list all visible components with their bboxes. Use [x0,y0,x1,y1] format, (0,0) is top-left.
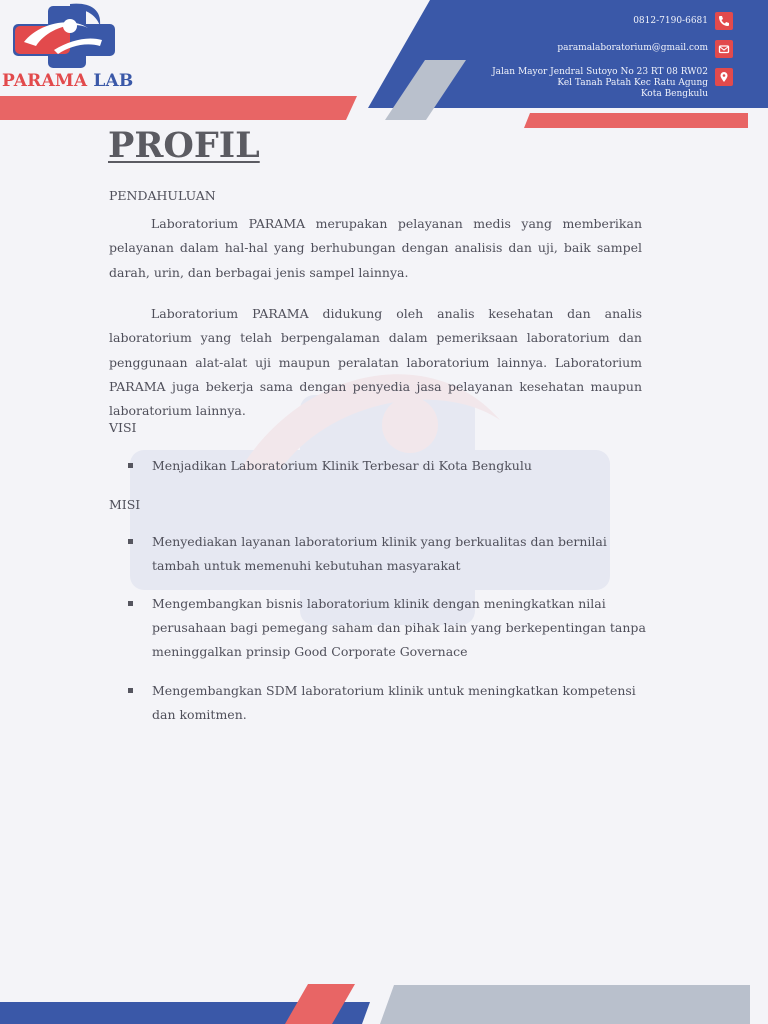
contact-address-line2: Kel Tanah Patah Kec Ratu Agung [557,78,708,88]
contact-email: paramalaboratorium@gmail.com [557,43,708,53]
bullet-icon [128,601,133,606]
misi-item-text: Mengembangkan SDM laboratorium klinik untuk meningkatkan kompetensi dan komitmen. [152,683,636,722]
misi-heading: MISI [109,497,141,512]
misi-item-text: Menyediakan layanan laboratorium klinik yang berkualitas dan bernilai tambah untuk memenuhi kebutuhan masyarakat [152,534,607,573]
visi-heading: VISI [109,420,137,435]
email-icon [715,40,733,58]
visi-item-text: Menjadikan Laboratorium Klinik Terbesar di Kota Bengkulu [152,458,532,473]
intro-heading: PENDAHULUAN [109,188,216,203]
logo-text-parama: PARAMA [2,71,88,91]
bullet-icon [128,688,133,693]
intro-paragraph-1-text: Laboratorium PARAMA merupakan pelayanan medis yang memberikan pelayanan dalam hal-hal yang berhubungan dengan analisis dan uji, baik sampel darah, urin, dan berbagai jenis sampel lainnya. [109,216,642,280]
phone-icon [715,12,733,30]
bullet-icon [128,463,133,468]
parama-lab-logo [10,2,120,72]
intro-paragraph-2 [109,302,642,423]
logo-wordmark [2,71,134,91]
intro-paragraph-1 [109,212,642,285]
footer-decoration [0,975,768,1024]
location-icon [715,68,733,86]
logo-text-lab: LAB [93,71,134,91]
intro-paragraph-2-text: Laboratorium PARAMA didukung oleh analis kesehatan dan analis laboratorium yang telah berpengalaman dalam pemeriksaan laboratorium dan penggunaan alat-alat uji maupun peralatan laboratorium lainnya. Laboratorium PARAMA juga bekerja sama dengan penyedia jasa pelayanan kesehatan maupun laboratorium lainnya. [109,306,642,419]
page-title: PROFIL [108,125,260,166]
misi-item-text: Mengembangkan bisnis laboratorium klinik dengan meningkatkan nilai perusahaan bagi pemegang saham dan pihak lain yang berkepentingan tanpa meninggalkan prinsip Good Corporate Governace [152,596,646,659]
contact-address-line1: Jalan Mayor Jendral Sutoyo No 23 RT 08 RW02 [492,67,708,77]
bullet-icon [128,539,133,544]
contact-phone: 0812-7190-6681 [633,16,708,26]
contact-address-line3: Kota Bengkulu [640,89,708,99]
